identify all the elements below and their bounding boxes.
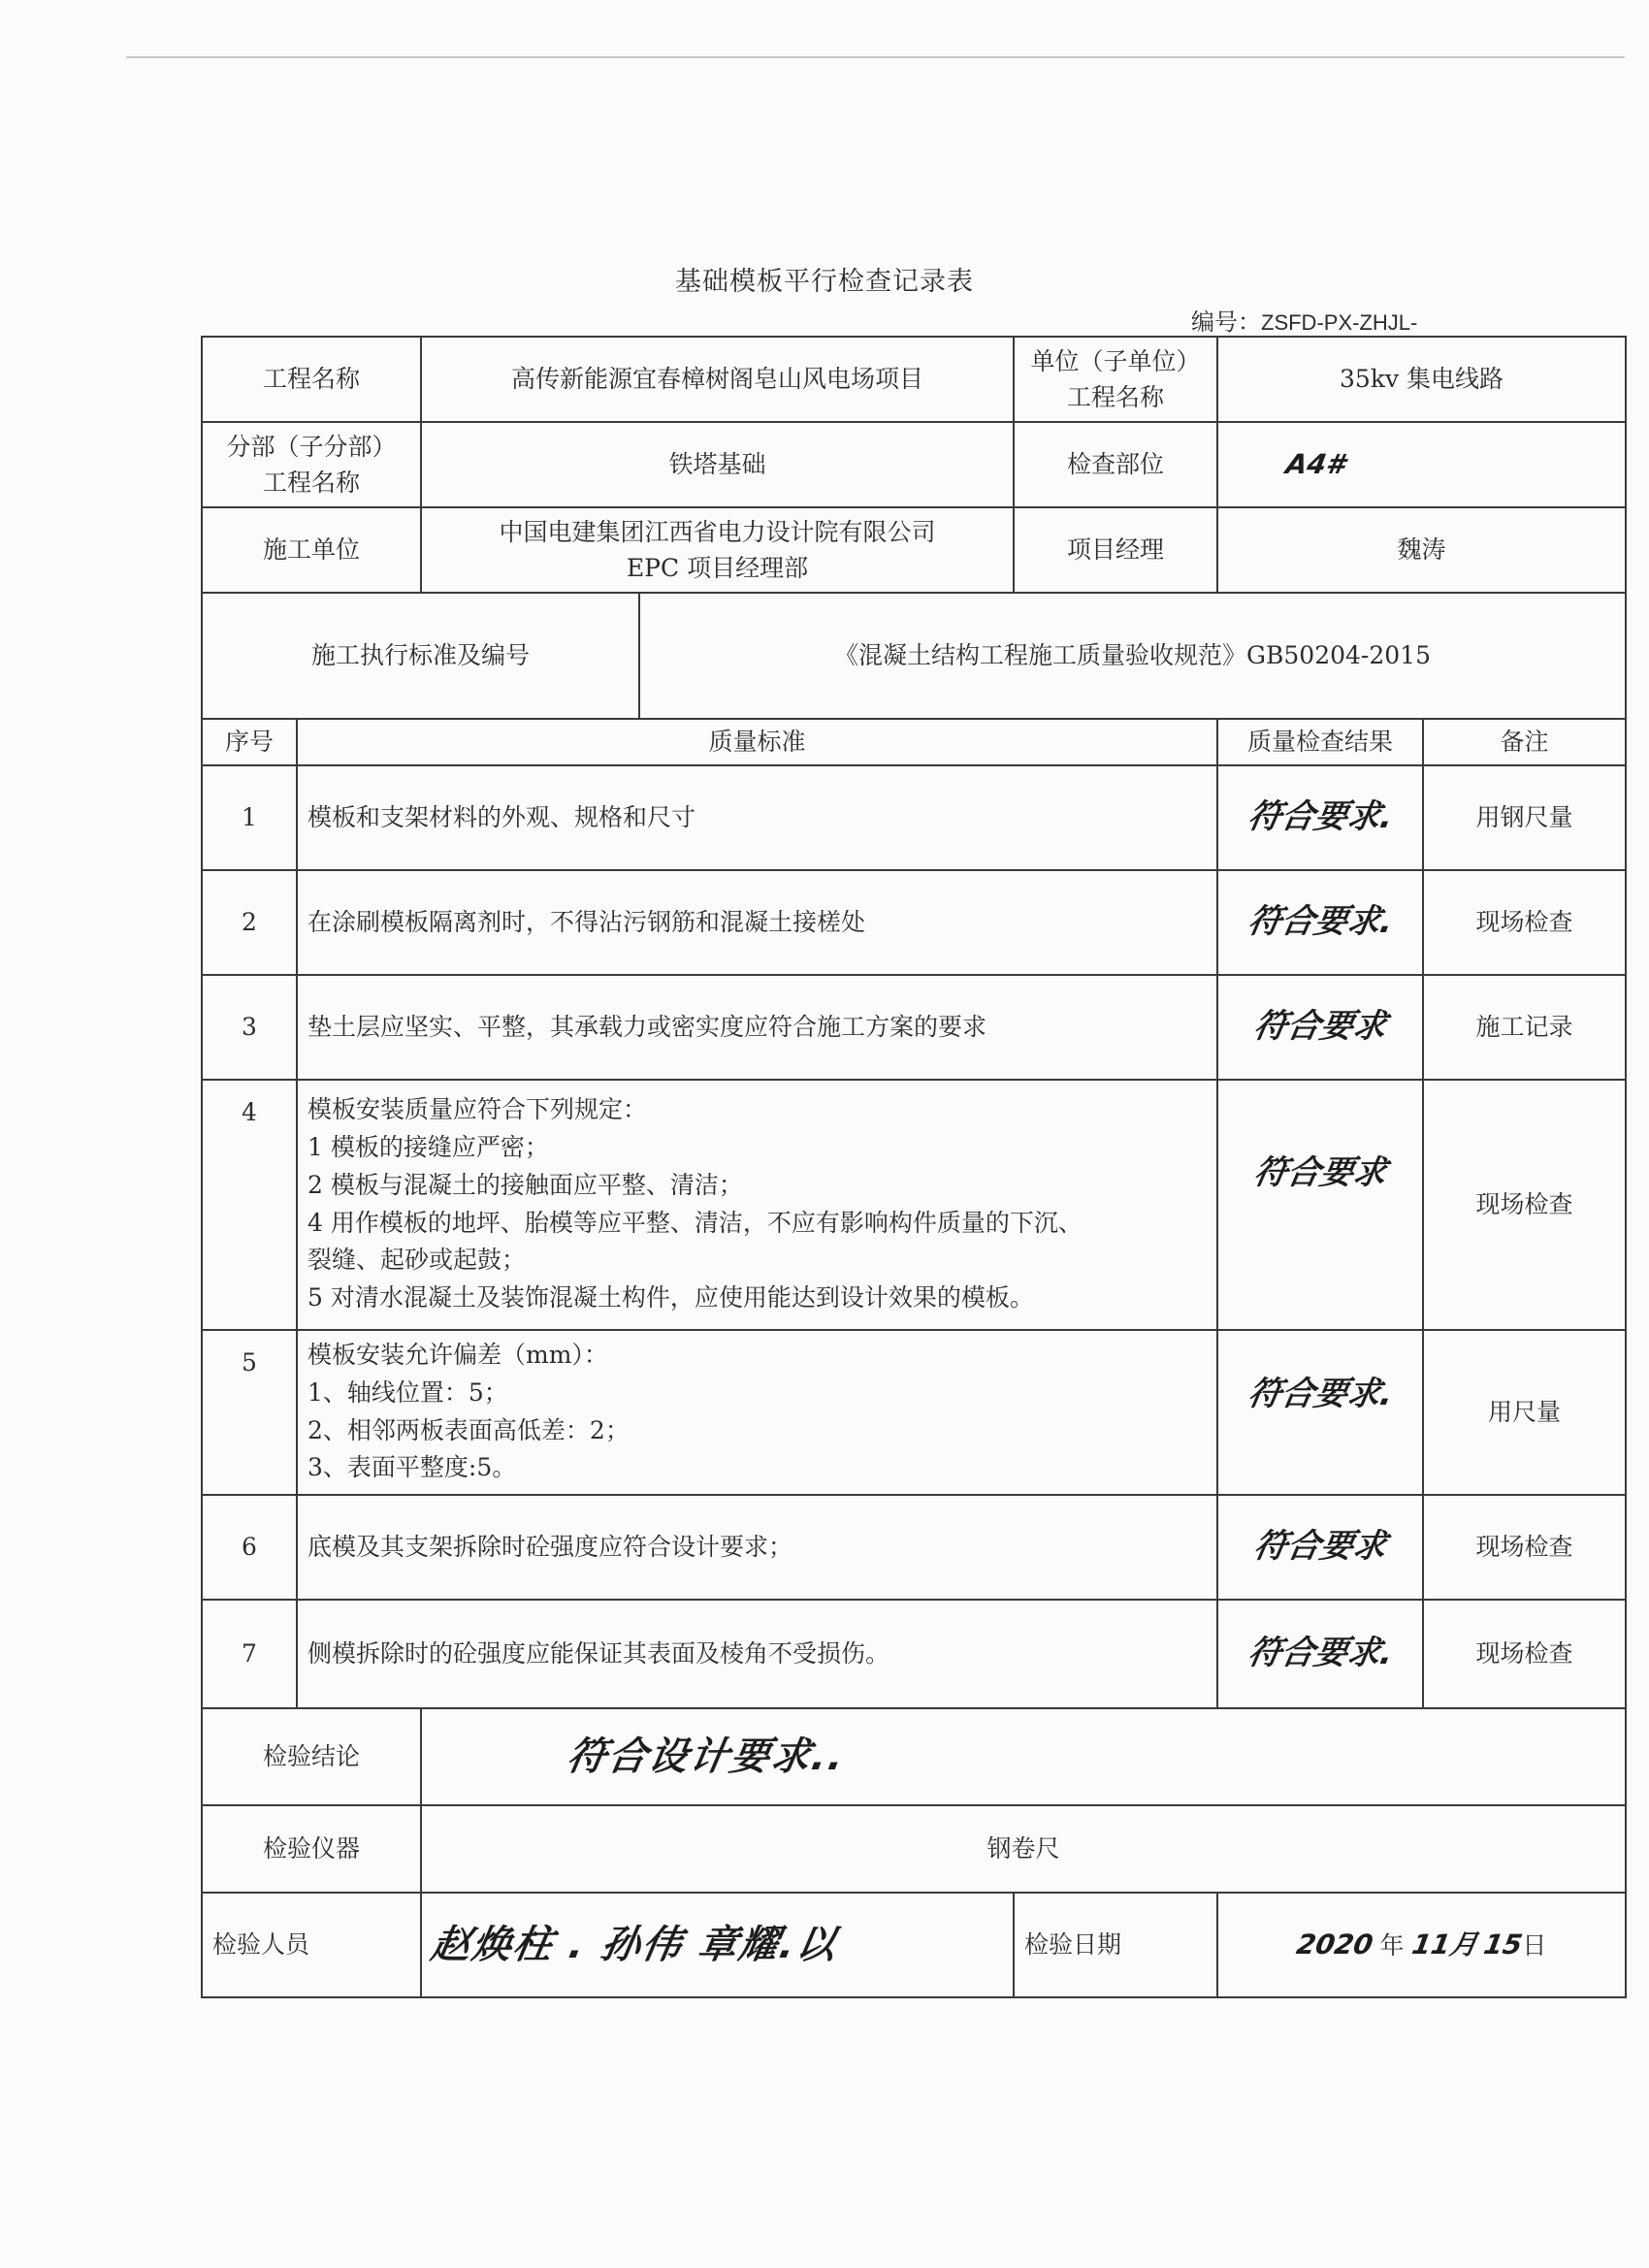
- row-remark: 现场检查: [1423, 1080, 1626, 1330]
- date-value: [1217, 1893, 1626, 1997]
- sub-label-line2: 工程名称: [263, 469, 361, 497]
- table-row: [202, 765, 1626, 870]
- document-code: [1191, 303, 1417, 337]
- table-row: [202, 870, 1626, 975]
- row-result-cell: [1217, 870, 1423, 975]
- row-result-signature: 符合要求: [1250, 1152, 1390, 1192]
- row-seq: 1: [202, 765, 297, 870]
- row-result-signature: 符合要求: [1250, 1527, 1390, 1566]
- project-name-value: 高传新能源宜春樟树阁皂山风电场项目: [421, 337, 1014, 422]
- row-seq: 5: [202, 1330, 297, 1495]
- inspection-form-table: [201, 336, 1627, 1998]
- info-row-standard: [202, 593, 1626, 719]
- unit-label-line1: 单位（子单位）: [1030, 346, 1201, 375]
- sub-label-line1: 分部（子分部）: [226, 432, 397, 461]
- row-result-signature: 符合要求.: [1245, 902, 1397, 941]
- conclusion-signature: 符合设计要求..: [563, 1733, 850, 1779]
- row-standard: 底模及其支架拆除时砼强度应符合设计要求；: [297, 1495, 1217, 1600]
- row-remark: 施工记录: [1423, 975, 1626, 1080]
- unit-label-line2: 工程名称: [1067, 383, 1165, 411]
- header-standard: 质量标准: [297, 719, 1217, 765]
- row-seq: 3: [202, 975, 297, 1080]
- contractor-line1: 中国电建集团江西省电力设计院有限公司: [499, 517, 936, 546]
- date-label: 检验日期: [1014, 1893, 1217, 1997]
- row-result-cell: [1217, 1600, 1423, 1708]
- document-title: 基础模板平行检查记录表: [675, 267, 974, 297]
- row-standard: 垫土层应坚实、平整，其承载力或密实度应符合施工方案的要求: [297, 975, 1217, 1080]
- inspection-part-label: 检查部位: [1014, 422, 1217, 507]
- date-day: 15: [1481, 1928, 1526, 1960]
- row-seq: 7: [202, 1600, 297, 1708]
- row-seq: 4: [202, 1080, 297, 1330]
- inspector-label: 检验人员: [202, 1893, 421, 1997]
- row-standard: [297, 1080, 1217, 1330]
- info-row-contractor: [202, 507, 1626, 593]
- date-day-unit: 日: [1522, 1930, 1547, 1960]
- table-row: [202, 1330, 1626, 1495]
- inspector-cell: [421, 1893, 1014, 1997]
- instrument-label: 检验仪器: [202, 1805, 421, 1893]
- row-standard: 模板和支架材料的外观、规格和尺寸: [297, 765, 1217, 870]
- scan-edge-line: [126, 56, 1625, 58]
- row-remark: 现场检查: [1423, 1495, 1626, 1600]
- row-result-signature: 符合要求.: [1245, 797, 1397, 836]
- table-row: [202, 975, 1626, 1080]
- row-standard: [297, 1330, 1217, 1495]
- standard-label: 施工执行标准及编号: [202, 593, 639, 719]
- subproject-value: 铁塔基础: [421, 422, 1014, 507]
- info-row-subproject: [202, 422, 1626, 507]
- header-remark: 备注: [1423, 719, 1626, 765]
- quality-header-row: [202, 719, 1626, 765]
- row-result-cell: [1217, 1080, 1423, 1330]
- row-standard-line: 3、表面平整度:5。: [307, 1453, 517, 1482]
- conclusion-row: [202, 1708, 1626, 1805]
- contractor-label: 施工单位: [202, 507, 421, 593]
- contractor-line2: EPC 项目经理部: [626, 554, 809, 582]
- row-standard-line: 模板安装允许偏差（mm）：: [307, 1341, 608, 1369]
- row-standard-line: 2 模板与混凝土的接触面应平整、清洁；: [307, 1170, 743, 1199]
- instrument-row: [202, 1805, 1626, 1893]
- header-result: 质量检查结果: [1217, 719, 1423, 765]
- row-standard-line: 1、轴线位置：5；: [307, 1377, 508, 1407]
- row-standard: 侧模拆除时的砼强度应能保证其表面及棱角不受损伤。: [297, 1600, 1217, 1708]
- date-year-unit: 年: [1379, 1930, 1405, 1960]
- row-result-signature: 符合要求.: [1245, 1634, 1397, 1672]
- row-remark: 用尺量: [1423, 1330, 1626, 1495]
- table-row: [202, 1495, 1626, 1600]
- row-remark: 现场检查: [1423, 1600, 1626, 1708]
- date-year: 2020: [1293, 1928, 1375, 1960]
- row-seq: 2: [202, 870, 297, 975]
- row-seq: 6: [202, 1495, 297, 1600]
- instrument-value: 钢卷尺: [421, 1805, 1626, 1893]
- code-value: ZSFD-PX-ZHJL-: [1261, 310, 1418, 335]
- date-month: 11月: [1408, 1928, 1480, 1960]
- table-row: [202, 1080, 1626, 1330]
- manager-label: 项目经理: [1014, 507, 1217, 593]
- subproject-label: [202, 422, 421, 507]
- row-result-cell: [1217, 975, 1423, 1080]
- inspector-signatures: 赵焕柱 . 孙伟 章耀.以: [427, 1922, 842, 1967]
- manager-value: 魏涛: [1217, 507, 1626, 593]
- code-label: 编号：: [1191, 308, 1261, 336]
- row-result-cell: [1217, 1495, 1423, 1600]
- project-name-label: 工程名称: [202, 337, 421, 422]
- header-seq: 序号: [202, 719, 297, 765]
- row-standard-line: 1 模板的接缝应严密；: [307, 1133, 549, 1161]
- inspection-part-cell: [1217, 422, 1626, 507]
- row-result-signature: 符合要求: [1250, 1007, 1390, 1046]
- standard-value: 《混凝土结构工程施工质量验收规范》GB50204-2015: [639, 593, 1626, 719]
- inspection-part-value: A4#: [1283, 448, 1348, 480]
- row-result-signature: 符合要求.: [1245, 1374, 1397, 1413]
- unit-project-label: [1014, 337, 1217, 422]
- row-standard-line: 5 对清水混凝土及装饰混凝土构件，应使用能达到设计效果的模板。: [307, 1283, 1034, 1312]
- unit-project-value: 35kv 集电线路: [1217, 337, 1626, 422]
- table-row: [202, 1600, 1626, 1708]
- contractor-value: [421, 507, 1014, 593]
- row-remark: 现场检查: [1423, 870, 1626, 975]
- row-result-cell: [1217, 1330, 1423, 1495]
- row-standard-line: 2、相邻两板表面高低差：2；: [307, 1415, 630, 1444]
- row-remark: 用钢尺量: [1423, 765, 1626, 870]
- row-result-cell: [1217, 765, 1423, 870]
- conclusion-cell: [421, 1708, 1626, 1805]
- row-standard-line: 裂缝、起砂或起鼓；: [307, 1246, 527, 1275]
- inspector-row: [202, 1893, 1626, 1997]
- info-row-project: [202, 337, 1626, 422]
- row-standard-line: 4 用作模板的地坪、胎模等应平整、清洁，不应有影响构件质量的下沉、: [307, 1208, 1083, 1237]
- row-standard-line: 模板安装质量应符合下列规定：: [307, 1095, 648, 1124]
- row-standard: 在涂刷模板隔离剂时，不得沾污钢筋和混凝土接槎处: [297, 870, 1217, 975]
- conclusion-label: 检验结论: [202, 1708, 421, 1805]
